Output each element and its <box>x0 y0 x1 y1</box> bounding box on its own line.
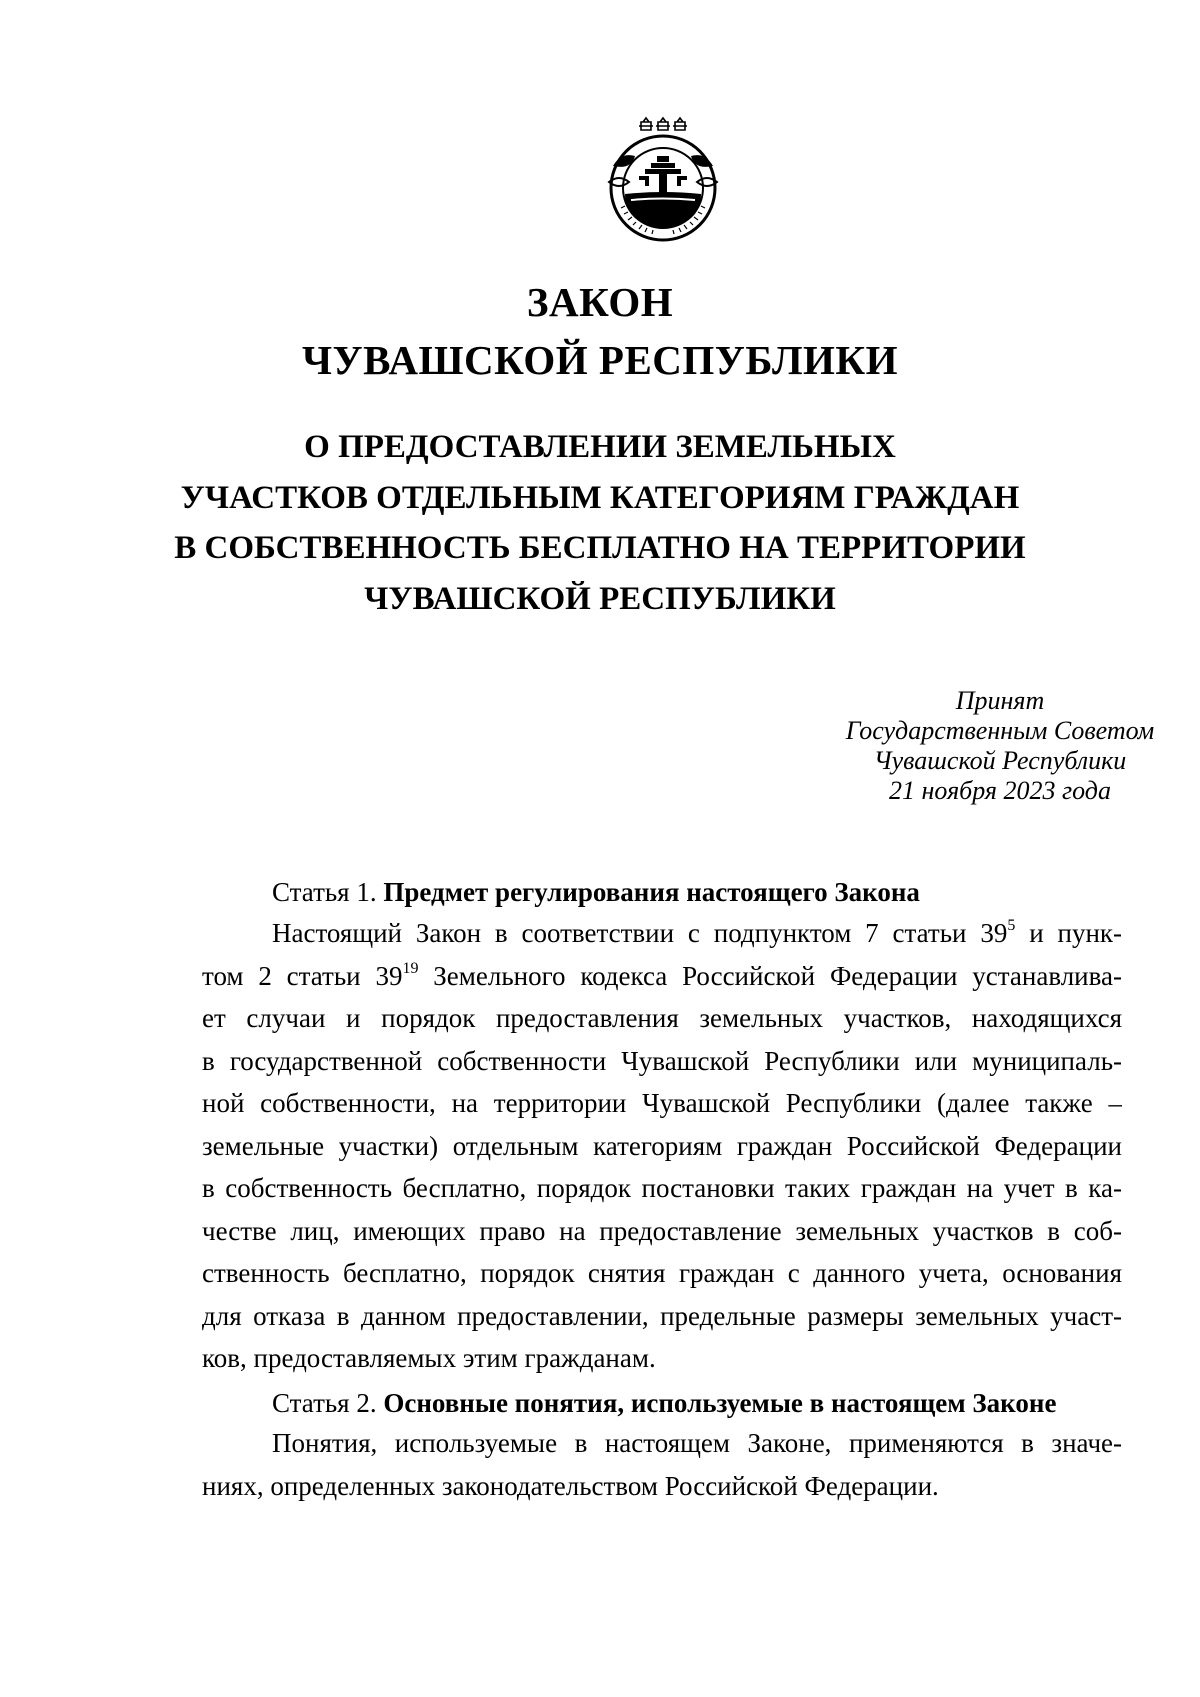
article-label: Статья 1. <box>272 877 377 907</box>
paragraph-line: Настоящий Закон в соответствии с подпунктом 7 статьи $39^5$ и пунк- <box>272 917 1122 948</box>
article-2-heading <box>272 1387 1056 1419</box>
adoption-line: Чувашской Республики <box>873 746 1127 775</box>
paragraph-line: ственность бесплатно, порядок снятия граждан с данного учета, основания <box>202 1258 1122 1288</box>
coat-of-arms-emblem <box>601 116 726 246</box>
paragraph-line: ков, предоставляемых этим гражданам. <box>202 1343 656 1373</box>
paragraph-line: в собственность бесплатно, порядок постановки таких граждан на учет в ка- <box>202 1173 1122 1203</box>
paragraph-line: ет случаи и порядок предоставления земельных участков, находящихся <box>202 1003 1122 1033</box>
article-1-heading <box>272 876 920 908</box>
paragraph-line: ниях, определенных законодательством Российской Федерации. <box>202 1470 939 1501</box>
paragraph-line: ной собственности, на территории Чувашской Республики (далее также – <box>202 1088 1122 1118</box>
law-subtitle <box>0 422 1200 624</box>
paragraph-line: для отказа в данном предоставлении, предельные размеры земельных участ- <box>202 1300 1122 1331</box>
subtitle-line: В СОБСТВЕННОСТЬ БЕСПЛАТНО НА ТЕРРИТОРИИ <box>174 530 1026 566</box>
subtitle-line: О ПРЕДОСТАВЛЕНИИ ЗЕМЕЛЬНЫХ <box>304 429 896 465</box>
republic-title: ЧУВАШСКОЙ РЕСПУБЛИКИ <box>301 337 899 383</box>
article-title: Предмет регулирования настоящего Закона <box>383 877 920 907</box>
superscript: 5 <box>1007 917 1016 934</box>
subtitle-line: УЧАСТКОВ ОТДЕЛЬНЫМ КАТЕГОРИЯМ ГРАЖДАН <box>180 479 1020 516</box>
paragraph-line: том 2 статьи $39^{19}$ Земельного кодекса Российской Федерации устанавлива- <box>202 959 1122 991</box>
article-label: Статья 2. <box>272 1388 377 1418</box>
adoption-line: Принят <box>955 686 1045 715</box>
adoption-line: Государственным Советом <box>845 716 1155 745</box>
subtitle-line: ЧУВАШСКОЙ РЕСПУБЛИКИ <box>364 580 836 617</box>
paragraph-line: честве лиц, имеющих право на предоставление земельных участков в соб- <box>202 1215 1122 1246</box>
article-title: Основные понятия, используемые в настоящем Законе <box>383 1388 1057 1418</box>
article-2-body <box>202 1422 1122 1507</box>
adoption-date: 21 ноября 2023 года <box>889 776 1111 805</box>
law-title: ЗАКОН <box>526 279 674 325</box>
paragraph-line: в государственной собственности Чувашской Республики или муниципаль- <box>202 1045 1122 1076</box>
paragraph-line: Понятия, используемые в настоящем Законе, применяются в значе- <box>272 1428 1122 1458</box>
article-1-body <box>202 912 1122 1380</box>
paragraph-line: земельные участки) отдельным категориям граждан Российской Федерации <box>202 1130 1122 1161</box>
superscript: 19 <box>402 959 419 977</box>
adoption-note <box>780 686 1200 806</box>
